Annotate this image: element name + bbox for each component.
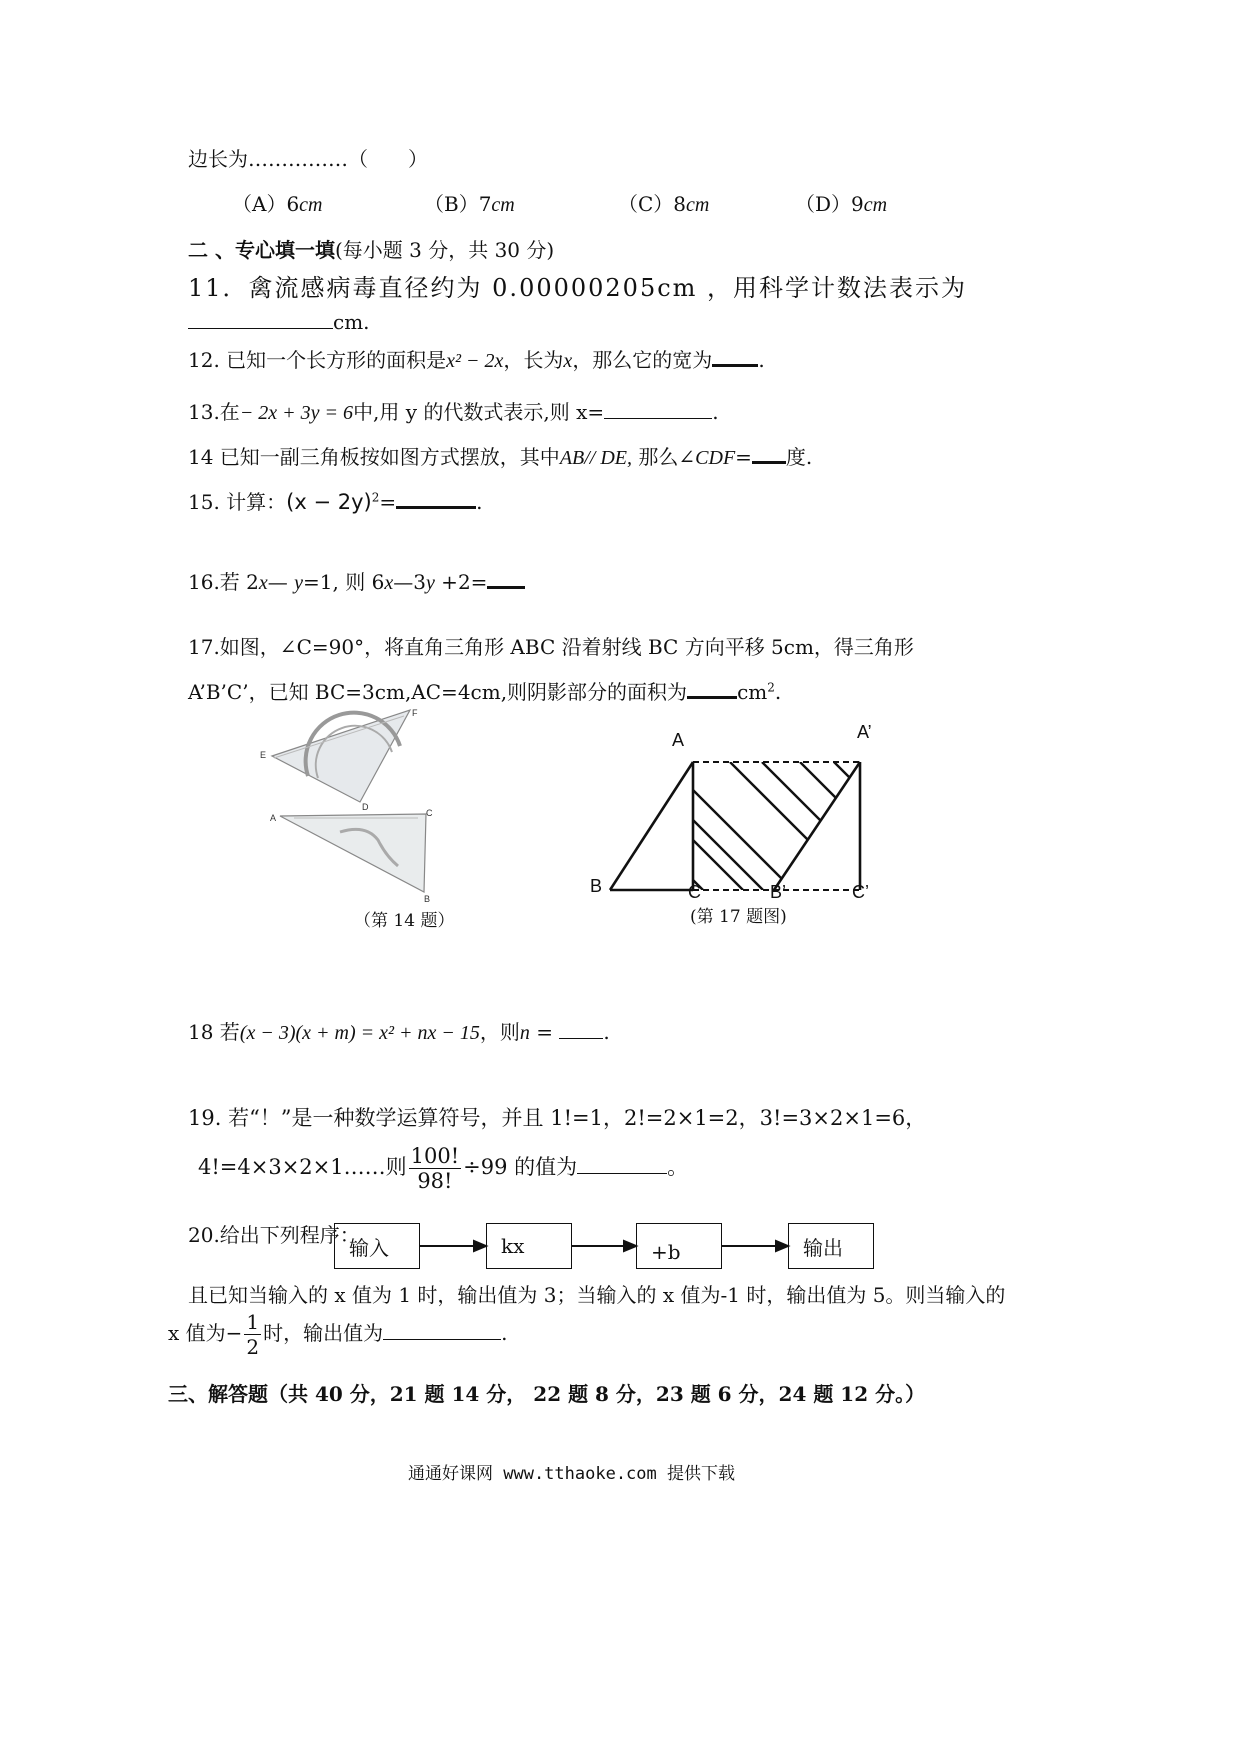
- q13: 13.在− 2x + 3y = 6中,用 y 的代数式表示,则 x= .: [188, 400, 719, 424]
- fig17-label-b-prime: B’: [770, 882, 787, 902]
- figure-17-caption: (第 17 题图): [690, 907, 787, 927]
- q19-line1: 19. 若“！”是一种数学运算符号，并且 1!=1，2!=2×1=2，3!=3×2×1=6，: [188, 1106, 927, 1130]
- arrow-1-icon: [474, 1241, 486, 1251]
- fig14-label-f: F: [412, 708, 418, 718]
- q10-option-d: （D）9cm: [795, 192, 888, 216]
- section2-note: (每小题 3 分，共 30 分): [334, 238, 555, 262]
- figure-14-set-squares: [258, 706, 458, 906]
- fig17-label-c-prime: C’: [852, 882, 869, 902]
- fig17-label-c: C: [688, 882, 701, 902]
- figure-14-caption: （第 14 题）: [354, 911, 455, 931]
- q20-fraction: $\frac{1}{2}$: [246, 1310, 260, 1359]
- section2-title: 二 、专心填一填: [188, 238, 335, 262]
- q16-blank[interactable]: [487, 568, 525, 589]
- q19-fraction: $\frac{100!}{98!}$: [410, 1144, 460, 1193]
- q14-blank[interactable]: [752, 443, 786, 464]
- q12-blank[interactable]: [712, 346, 758, 367]
- flow-arrows: [420, 1236, 800, 1256]
- q19-line2: 4!=4×3×2×1……则 $\frac{100!}{98!}$ ÷99 的值为 。: [198, 1144, 689, 1193]
- q20-label: 20.给出下列程序：: [188, 1223, 360, 1247]
- q13-blank[interactable]: [604, 400, 712, 419]
- section2-heading: [188, 234, 554, 263]
- q16: 16.若 2x— y=1, 则 6x—3y +2=: [188, 566, 525, 595]
- page-footer: 通通好课网 www.tthaoke.com 提供下载: [408, 1464, 735, 1484]
- flow-box-output: 输出: [788, 1223, 874, 1269]
- fig14-label-a: A: [270, 813, 277, 823]
- fig17-label-a: A: [672, 730, 685, 750]
- q18: 18 若(x − 3)(x + m) = x² + nx − 15，则n = .: [188, 1020, 610, 1044]
- fig14-label-c: C: [426, 808, 433, 818]
- arrow-3-icon: [776, 1241, 788, 1251]
- arrow-2-icon: [624, 1241, 636, 1251]
- q11-answer-line: cm.: [188, 310, 370, 334]
- flow-box-plus-b: +b: [636, 1223, 722, 1269]
- q15-blank[interactable]: [396, 488, 476, 509]
- q10-option-c: （C）8cm: [618, 192, 710, 216]
- fig14-label-d: D: [362, 802, 369, 812]
- q19-blank[interactable]: [577, 1155, 667, 1174]
- q20-blank[interactable]: [383, 1321, 501, 1340]
- q14: 14 已知一副三角板按如图方式摆放，其中AB// DE, 那么∠CDF= 度.: [188, 445, 813, 469]
- q10-option-b: （B）7cm: [424, 192, 515, 216]
- q10-stem: 边长为……………（ ）: [188, 147, 428, 171]
- q11-text: 11．禽流感病毒直径约为 0.00000205cm ，用科学计数法表示为: [188, 274, 968, 302]
- fig14-label-b: B: [424, 894, 431, 904]
- flow-box-input: 输入: [334, 1223, 420, 1269]
- fig17-label-a-prime: A’: [857, 722, 872, 742]
- q12: 12. 已知一个长方形的面积是x² − 2x，长为x，那么它的宽为 .: [188, 348, 765, 372]
- fig14-label-e: E: [260, 750, 267, 760]
- q17-line1: 17.如图，∠C=90°，将直角三角形 ABC 沿着射线 BC 方向平移 5cm，得三角形: [188, 635, 914, 659]
- q18-blank[interactable]: [559, 1020, 603, 1039]
- q20-line2: 且已知当输入的 x 值为 1 时，输出值为 3；当输入的 x 值为-1 时，输出值为 5。则当输入的: [188, 1283, 1006, 1307]
- q17-blank[interactable]: [687, 678, 737, 699]
- q10-option-a: （A）6cm: [232, 192, 323, 216]
- q17-line2: A’B’C’，已知 BC=3cm,AC=4cm,则阴影部分的面积为 $cm^2$.: [188, 680, 782, 704]
- fig17-label-b: B: [590, 876, 603, 896]
- q20-line3: x 值为− $\frac{1}{2}$ 时，输出值为 .: [168, 1310, 508, 1359]
- section3-title: 三、解答题（共 40 分，21 题 14 分， 22 题 8 分，23 题 6 分，24 题 12 分。）: [168, 1382, 926, 1406]
- q11-blank[interactable]: [188, 310, 333, 329]
- flow-box-kx: kx: [486, 1223, 572, 1269]
- q15: 15. 计算：$(x - 2y)^2=$ .: [188, 490, 483, 514]
